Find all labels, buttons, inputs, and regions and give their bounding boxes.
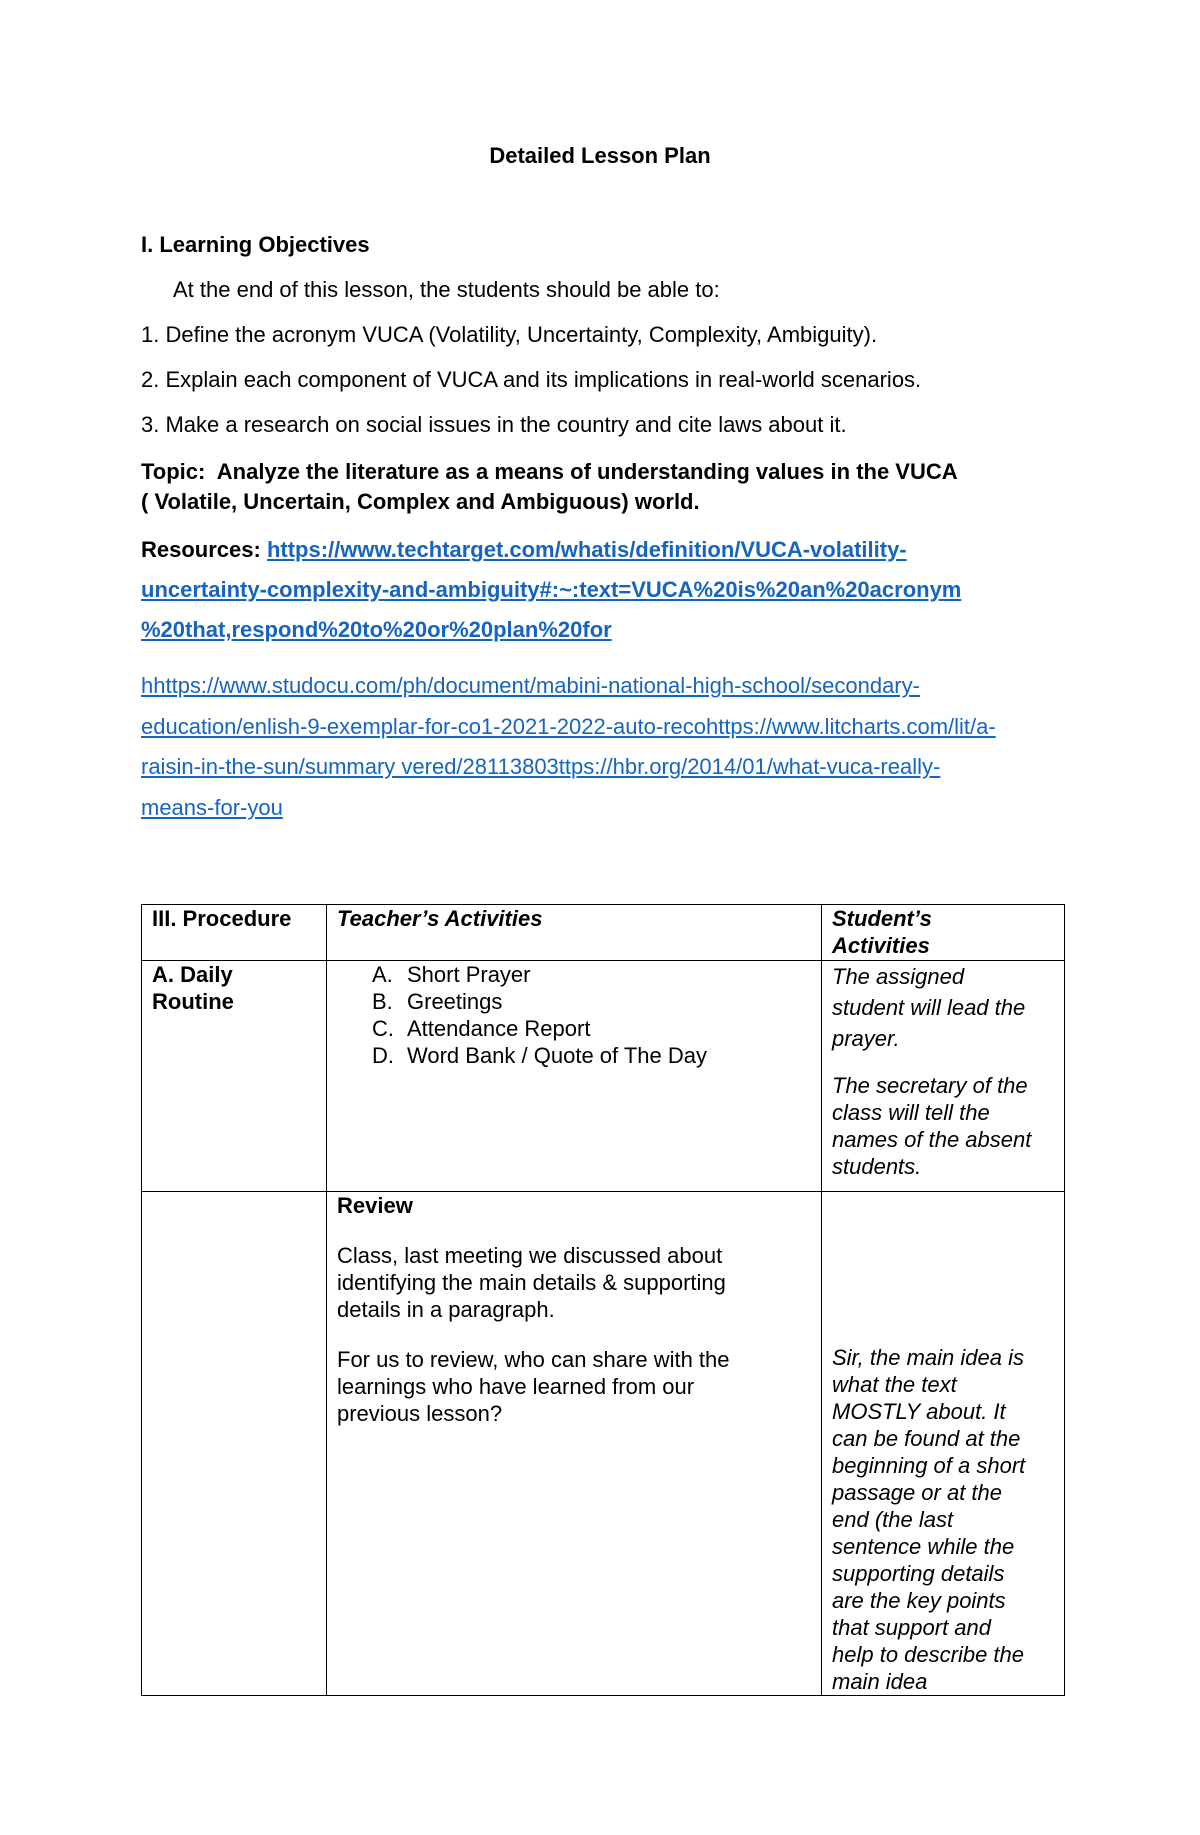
- table-header-row: [142, 905, 1065, 961]
- link-line[interactable]: education/enlish-9-exemplar-for-co1-2021-2022-auto-recohttps://www.litcharts.com/lit/a-: [141, 713, 996, 739]
- text-line: beginning of a short: [832, 1453, 1026, 1478]
- table-row: [142, 1192, 1065, 1696]
- text-line: that support and: [832, 1615, 992, 1640]
- teacher-paragraph: [337, 1242, 811, 1323]
- header-student-activities: [822, 905, 1065, 961]
- resource-link[interactable]: [141, 537, 961, 642]
- text-line: main idea: [832, 1669, 928, 1694]
- topic-text-line1: Analyze the literature as a means of understanding values in the VUCA: [216, 459, 958, 484]
- list-marker: C.: [372, 1016, 394, 1041]
- text-line: Class, last meeting we discussed about: [337, 1243, 723, 1268]
- header-student-line1: Student’s: [832, 906, 932, 931]
- link-line[interactable]: hhttps://www.studocu.com/ph/document/mabini-national-high-school/secondary-: [141, 673, 920, 698]
- list-marker: B.: [372, 989, 393, 1014]
- objective-item: 3. Make a research on social issues in the country and cite laws about it.: [141, 412, 847, 437]
- text-line: class will tell the: [832, 1100, 990, 1125]
- student-answer: [832, 1344, 1054, 1695]
- text-line: end (the last: [832, 1507, 954, 1532]
- text-line: sentence while the: [832, 1534, 1015, 1559]
- list-item-text: Word Bank / Quote of The Day: [407, 1043, 708, 1068]
- link-line[interactable]: means-for-you: [141, 794, 283, 820]
- topic-label: Topic:: [141, 459, 206, 484]
- topic-block: [141, 457, 1041, 517]
- header-procedure-text: III. Procedure: [152, 906, 292, 931]
- text-line: MOSTLY about. It: [832, 1399, 1006, 1424]
- text-line: student will lead the: [832, 995, 1026, 1020]
- resource-link-line2[interactable]: uncertainty-complexity-and-ambiguity#:~:text=VUCA%20is%20an%20acronym: [141, 577, 962, 602]
- list-item: [372, 1015, 811, 1042]
- student-activities-cell: [822, 1192, 1065, 1696]
- text-line: passage or at the: [832, 1480, 1003, 1505]
- text-line: are the key points: [832, 1588, 1006, 1613]
- text-line: can be found at the: [832, 1426, 1021, 1451]
- list-item: [372, 961, 811, 988]
- topic-text-line2: ( Volatile, Uncertain, Complex and Ambiguous) world.: [141, 489, 700, 514]
- objective-item: 2. Explain each component of VUCA and its implications in real-world scenarios.: [141, 367, 922, 392]
- teacher-activities-cell: [327, 1192, 822, 1696]
- teacher-paragraph: [337, 1346, 811, 1427]
- student-activities-cell: [822, 961, 1065, 1192]
- student-paragraph: [832, 1072, 1054, 1180]
- stage-line2: Routine: [152, 989, 234, 1014]
- text-line: identifying the main details & supporting: [337, 1270, 726, 1295]
- resources-block: [141, 530, 1041, 650]
- text-line: students.: [832, 1154, 922, 1179]
- resource-link-line1[interactable]: https://www.techtarget.com/whatis/definition/VUCA-volatility-: [266, 537, 907, 562]
- text-line: help to describe the: [832, 1642, 1025, 1667]
- stage-cell-empty: [142, 1192, 327, 1696]
- text-line: supporting details: [832, 1561, 1005, 1586]
- text-line: The secretary of the: [832, 1073, 1028, 1098]
- review-heading: Review: [337, 1193, 413, 1218]
- objective-item: 1. Define the acronym VUCA (Volatility, Uncertainty, Complexity, Ambiguity).: [141, 322, 878, 347]
- resources-label: Resources:: [141, 537, 261, 562]
- resource-link-line3[interactable]: %20that,respond%20to%20or%20plan%20for: [141, 617, 612, 642]
- objectives-intro: At the end of this lesson, the students should be able to:: [173, 277, 720, 302]
- text-line: previous lesson?: [337, 1401, 503, 1426]
- text-line: what the text: [832, 1372, 957, 1397]
- stage-line1: A. Daily: [152, 962, 233, 987]
- procedure-table: [141, 904, 1065, 1696]
- text-line: names of the absent: [832, 1127, 1032, 1152]
- student-paragraph: [832, 961, 1054, 1054]
- text-line: learnings who have learned from our: [337, 1374, 695, 1399]
- text-line: details in a paragraph.: [337, 1297, 555, 1322]
- header-student-line2: Activities: [832, 933, 930, 958]
- learning-objectives-heading: I. Learning Objectives: [141, 232, 370, 257]
- list-item-text: Attendance Report: [407, 1016, 591, 1041]
- list-marker: A.: [372, 962, 393, 987]
- text-line: prayer.: [832, 1026, 900, 1051]
- list-item: [372, 1042, 811, 1069]
- list-item-text: Greetings: [407, 989, 503, 1014]
- header-teacher-text: Teacher’s Activities: [337, 906, 543, 931]
- list-item: [372, 988, 811, 1015]
- teacher-activities-cell: [327, 961, 822, 1192]
- table-row: [142, 961, 1065, 1192]
- text-line: Sir, the main idea is: [832, 1345, 1024, 1370]
- list-item-text: Short Prayer: [407, 962, 531, 987]
- link-line[interactable]: raisin-in-the-sun/summary vered/28113803ttps://hbr.org/2014/01/what-vuca-really-: [141, 754, 941, 779]
- page-title: Detailed Lesson Plan: [489, 143, 711, 168]
- routine-list: [337, 961, 811, 1069]
- additional-links: [141, 666, 1071, 828]
- list-marker: D.: [372, 1043, 394, 1068]
- header-teacher-activities: [327, 905, 822, 961]
- text-line: For us to review, who can share with the: [337, 1347, 730, 1372]
- header-procedure: [142, 905, 327, 961]
- text-line: The assigned: [832, 964, 965, 989]
- stage-cell: [142, 961, 327, 1192]
